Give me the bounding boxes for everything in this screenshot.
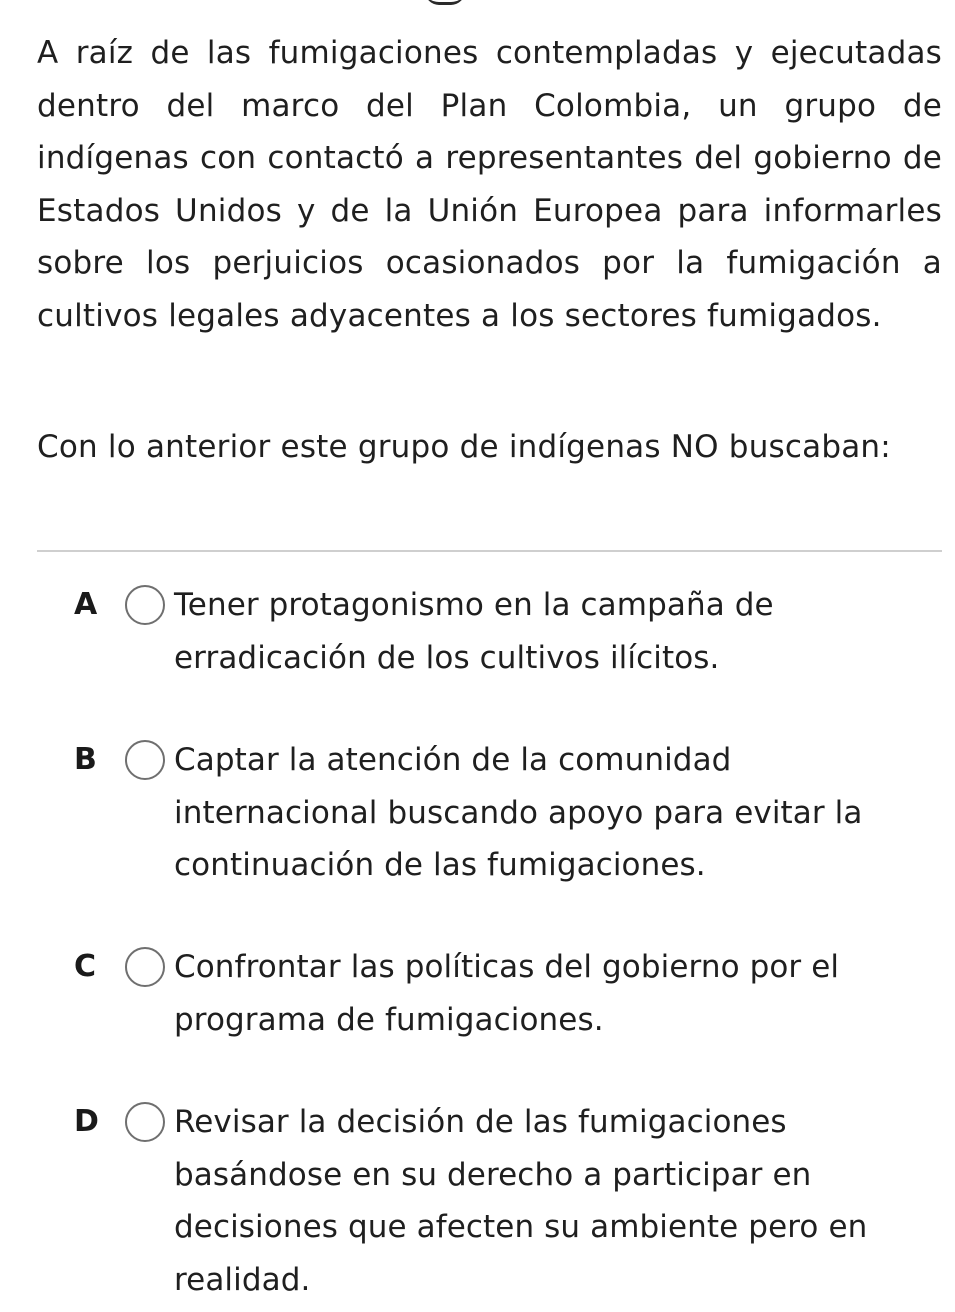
option-letter: D [74, 1104, 99, 1139]
divider [37, 550, 942, 552]
question-passage: A raíz de las fumigaciones contempladas y ejecutadas dentro del marco del Plan Colombia, un grupo de indígenas con contactó a representantes del gobierno de Estados Unidos y de la Unión Europea para informarles sobre los perjuicios ocasionados por la fumigación a cultivos legales adyacentes a los sectores fumigados. [37, 35, 942, 334]
option-text: Confrontar las políticas del gobierno por el programa de fumigaciones. [174, 949, 840, 1038]
option-letter: B [74, 742, 97, 777]
option-letter: C [74, 949, 97, 984]
radio-button-d[interactable] [125, 1102, 165, 1142]
radio-button-a[interactable] [125, 585, 165, 625]
previous-content-fragment [425, 0, 465, 5]
option-text: Captar la atención de la comunidad internacional buscando apoyo para evitar la continuación de las fumigaciones. [174, 742, 863, 883]
radio-button-c[interactable] [125, 947, 165, 987]
option-text: Tener protagonismo en la campaña de erradicación de los cultivos ilícitos. [174, 587, 774, 676]
question-prompt: Con lo anterior este grupo de indígenas NO buscaban: [37, 429, 891, 465]
option-text: Revisar la decisión de las fumigaciones basándose en su derecho a participar en decisiones que afecten su ambiente pero en realidad. [174, 1104, 868, 1298]
radio-button-b[interactable] [125, 740, 165, 780]
option-letter: A [74, 587, 98, 622]
